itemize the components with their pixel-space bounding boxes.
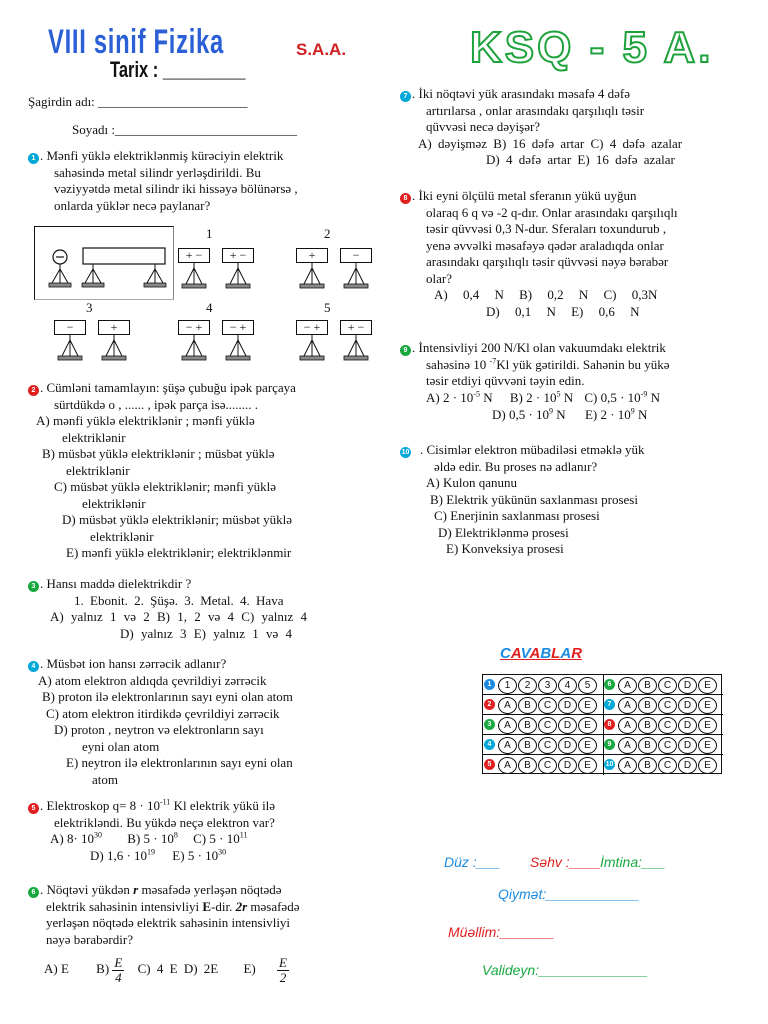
question-number-badge: 5 [28,803,39,814]
option-label: 3 [86,300,93,315]
question-4 [28,656,378,788]
charge-sign: − + [178,320,210,335]
q1-line: . Mənfi yüklə elektriklənmiş kürəciyin elektrik [40,148,284,163]
question-2 [28,380,378,562]
q9-line: təsir etdiyi qüvvəni təyin edin. [426,373,585,388]
q5-option-c[interactable]: C) $5 \cdot 10^{11}$ [193,830,248,846]
answer-grid [482,674,722,774]
ksq-title: KSQ - 5 A. [470,23,714,72]
q2-option-a-cont: elektriklənir [62,429,126,445]
electroscope-half-icon [98,320,130,366]
answer-row-number: 3 [484,719,495,730]
answer-bubble[interactable]: B [638,717,657,734]
q2-line: sürtdükdə o , ...... , ipək parça isə........ . [54,396,258,412]
teacher-field[interactable]: Müəllim:_______ [448,924,555,940]
answer-row [483,715,723,735]
charge-sign: + [296,248,328,263]
answer-bubble[interactable]: C [538,697,557,714]
q5-text: Kl elektrik yükü ilə [170,798,276,813]
q9-text: Kl yük gətirildi. Sahənin bu yükə [496,356,670,372]
answers-title-letter: L [551,645,561,662]
q7-options-de[interactable]: D) 4 dəfə artar E) 16 dəfə azalar [486,152,675,167]
q5-option-a[interactable]: A) $8\cdot 10^{30}$ [50,830,103,846]
option-label: 1 [206,226,213,241]
q6-line: yerləşən nöqtədə elektrik sahəsinin intensivliyi [46,915,291,930]
q5-line: elektrikləndi. Bu yükdə neçə elektron var? [54,814,275,830]
q2-option-b-cont: elektriklənir [66,462,130,478]
question-number-badge: 2 [28,385,39,396]
answers-title-letter: A [529,645,541,662]
electroscope-half-icon [340,320,372,366]
answer-bubble[interactable]: D [558,757,577,774]
answer-bubble[interactable]: B [638,757,657,774]
q2-option-d[interactable]: D) müsbət yüklə elektriklənir; müsbət yüklə [62,512,292,527]
q2-line: . Cümləni tamamlayın: şüşə çubuğu ipək parçaya [40,380,296,395]
answer-row [483,735,723,755]
answer-bubble[interactable]: D [558,717,577,734]
wrong-count[interactable]: Səhv :____ [530,854,601,870]
q8-line: təsir qüvvəsi 0,3 N-dur. Sferaları toxundurub , [426,221,667,236]
date-label: Tarix : _________ [110,57,246,82]
q8-line: arasındakı qarşılıqlı təsir qüvvəsi nəyə bərabər [426,254,669,269]
answer-row-number: 4 [484,739,495,750]
q9-text: sahəsinə 10 [426,356,490,372]
answer-bubble[interactable]: E [578,737,597,754]
answer-bubble[interactable]: E [698,757,717,774]
answer-bubble[interactable]: A [618,737,637,754]
q3-line: . Hansı maddə dielektrikdir ? [40,576,192,591]
q6-text: -dir. [211,898,236,914]
q4-option-b[interactable]: B) proton ilə elektronlarının sayı eyni olan atom [42,689,293,704]
option-label: 2 [324,226,331,241]
q6-line: nəyə bərabərdir? [46,931,133,947]
question-6 [28,882,378,986]
answer-bubble[interactable]: D [678,757,697,774]
q3-items: 1. Ebonit. 2. Şüşə. 3. Metal. 4. Hava [74,592,284,608]
question-number-badge: 1 [28,153,39,164]
answer-bubble[interactable]: C [538,757,557,774]
q6-r-symbol: r [133,882,139,897]
answer-bubble[interactable]: D [678,677,697,694]
q5-exponent: -11 [159,797,171,807]
answer-bubble[interactable]: A [618,717,637,734]
q9-option-b[interactable]: B) $2 \cdot 10^5$ N [509,389,574,405]
correct-count[interactable]: Düz :___ [444,854,501,870]
q2-option-a[interactable]: A) mənfi yüklə elektriklənir ; mənfi yüklə [36,413,255,428]
answer-bubble[interactable]: E [698,697,717,714]
answer-bubble[interactable]: B [638,677,657,694]
q9-option-a[interactable]: A) $2 \cdot 10^{-5}$ N [426,389,493,405]
question-number-badge: 3 [28,581,39,592]
answer-bubble[interactable]: A [498,737,517,754]
answer-bubble[interactable]: A [618,697,637,714]
answer-bubble[interactable]: E [698,677,717,694]
answer-bubble[interactable]: D [678,717,697,734]
charge-sign: + − [178,248,210,263]
q5-option-d[interactable]: D) $1,6 \cdot 10^{19}$ [90,847,156,863]
q2-option-d-cont: elektriklənir [90,528,154,544]
q1-line: sahəsində metal silindr yerləşdirildi. Bu [54,164,261,180]
q9-option-d[interactable]: D) $0,5 \cdot 10^9$ N [492,406,566,422]
answer-bubble[interactable]: B [518,717,537,734]
answer-bubble[interactable]: C [658,717,677,734]
answer-bubble[interactable]: A [618,677,637,694]
answers-title-letter: A [510,645,521,662]
option-label: 4 [206,300,213,315]
answer-row-number: 9 [604,739,615,750]
answer-bubble[interactable]: E [698,737,717,754]
q6-text: . Nöqtəvi yükdən [40,882,134,897]
q1-initial-diagram [34,226,174,300]
q7-line: qüvvəsi necə dəyişər? [426,119,541,134]
question-7 [400,86,750,169]
q10-option-a[interactable]: A) Kulon qanunu [426,475,517,490]
answers-title-letter: R [571,645,583,662]
q10-line: . Cisimlər elektron mübadiləsi etməklə yük [420,442,645,457]
answer-bubble[interactable]: A [498,717,517,734]
charge-sign: + [98,320,130,335]
q10-option-c[interactable]: C) Enerjinin saxlanması prosesi [434,508,600,523]
worksheet-title: VIII sinif Fizika [48,23,224,61]
electroscope-half-icon [54,320,86,366]
charge-sign: + − [222,248,254,263]
answer-bubble[interactable]: 3 [538,677,557,694]
q6-options-cd[interactable]: C) 4 E D) 2E [137,961,219,976]
answer-bubble[interactable]: 1 [498,677,517,694]
electroscope-half-icon [296,320,328,366]
charge-sign: − [54,320,86,335]
q8-line: olar? [426,270,452,286]
grade-field[interactable]: Qiymət:____________ [498,886,640,902]
answer-bubble[interactable]: B [638,697,657,714]
answer-row-number: 8 [604,719,615,730]
question-number-badge: 8 [400,193,411,204]
answer-bubble[interactable]: 5 [578,677,597,694]
q2-option-c-cont: elektriklənir [82,495,146,511]
question-3 [28,576,378,642]
q8-options-abc[interactable]: A) 0,4 N B) 0,2 N C) 0,3N [434,287,658,302]
answer-bubble[interactable]: 4 [558,677,577,694]
answer-bubble[interactable]: C [658,697,677,714]
option-label: 5 [324,300,331,315]
electroscope-half-icon [222,248,254,294]
answer-row-number: 1 [484,679,495,690]
q9-line: . İntensivliyi 200 N/Kl olan vakuumdakı elektrik [412,340,666,355]
electroscope-half-icon [296,248,328,294]
q6-option-b[interactable]: B) $\frac{E}{4}$ [96,954,123,985]
q6-text: məsafədə yerləşən nöqtədə [138,882,282,897]
answer-bubble[interactable]: C [658,677,677,694]
fraction-e-over-2: $\frac{E}{2}$ [279,954,287,985]
q10-option-e[interactable]: E) Konveksiya prosesi [446,541,564,556]
charge-sign: + − [340,320,372,335]
q6-e-symbol: E [202,898,212,914]
question-5 [28,798,378,865]
charge-sign: − + [222,320,254,335]
parent-field[interactable]: Valideyn:______________ [482,962,649,978]
answer-bubble[interactable]: C [658,737,677,754]
question-number-badge: 7 [400,91,411,102]
q8-line: . İki eyni ölçülü metal sferanın yükü uyğun [412,188,637,203]
q2-option-b[interactable]: B) müsbət yüklə elektriklənir ; müsbət yüklə [42,446,275,461]
answer-bubble[interactable]: D [558,737,577,754]
q4-option-e[interactable]: E) neytron ilə elektronlarının sayı eyni olan [66,755,293,770]
q6-2r-symbol: 2r [235,898,248,914]
answer-bubble[interactable]: C [658,757,677,774]
question-number-badge: 9 [400,345,411,356]
student-surname-field[interactable]: Soyadı :____________________________ [72,122,297,137]
q8-options-de[interactable]: D) 0,1 N E) 0,6 N [486,303,640,319]
answer-row-number: 5 [484,759,495,770]
q5-option-b[interactable]: B) $5 \cdot 10^8$ [127,830,178,846]
answer-bubble[interactable]: B [638,737,657,754]
q7-line: . İki nöqtəvi yük arasındakı məsafə 4 dəfə [412,86,631,101]
answer-bubble[interactable]: E [578,697,597,714]
q9-exponent: -7 [489,356,497,366]
answer-bubble[interactable]: B [518,697,537,714]
student-name-field[interactable]: Şagirdin adı: _______________________ [28,94,248,109]
q5-text: . Elektroskop q= 8 · 10 [40,798,160,813]
electroscope-half-icon [178,248,210,294]
answer-bubble[interactable]: B [518,737,537,754]
answer-bubble[interactable]: C [538,737,557,754]
q1-line: onlarda yüklər necə paylanar? [54,197,211,213]
answer-row [483,755,723,775]
q4-option-d[interactable]: D) proton , neytron və elektronların sayı [54,722,264,737]
answer-bubble[interactable]: A [618,757,637,774]
q6-text: elektrik sahəsinin intensivliyi [46,898,203,914]
electroscope-half-icon [222,320,254,366]
electroscope-half-icon [178,320,210,366]
question-10 [400,442,750,558]
answer-bubble[interactable]: B [518,757,537,774]
answers-title-letter: A [560,645,572,662]
question-number-badge: 4 [28,661,39,672]
q8-line: yenə əvvəlki məsafəyə qədər araladıqda onlar [426,237,664,253]
charge-sign: − [340,248,372,263]
skipped-count[interactable]: İmtina:___ [600,854,666,870]
q10-line: əldə edir. Bu proses nə adlanır? [434,458,598,474]
answer-bubble[interactable]: D [678,697,697,714]
answers-title [500,646,582,663]
q6-option-e[interactable]: E) $\frac{E}{2}$ [243,954,287,985]
q2-option-e[interactable]: E) mənfi yüklə elektriklənir; elektriklənmir [66,545,292,560]
q4-option-a[interactable]: A) atom elektron aldıqda çevrildiyi zərrəcik [38,672,267,688]
q3-options-de[interactable]: D) yalnız 3 E) yalnız 1 və 4 [120,625,293,641]
answer-bubble[interactable]: A [498,697,517,714]
q4-line: . Müsbət ion hansı zərrəcik adlanır? [40,656,227,671]
answer-bubble[interactable]: D [678,737,697,754]
answers-title-letter: B [540,645,552,662]
q4-option-e-cont: atom [92,771,118,787]
answer-bubble[interactable]: A [498,757,517,774]
charged-sphere-and-cylinder-icon [35,227,175,301]
answer-row-number: 10 [605,761,614,768]
question-8 [400,188,750,320]
q6-text: məsafədə [247,898,300,914]
answers-title-letter: C [500,645,511,662]
q6-option-a[interactable]: A) E [44,961,69,976]
answer-row [483,695,723,715]
question-number-badge: 6 [28,887,39,898]
q9-option-c[interactable]: C) $0,5 \cdot 10^{-9}$ N [584,389,660,405]
q4-option-c[interactable]: C) atom elektron itirdikdə çevrildiyi zərrəcik [46,705,280,721]
q2-option-c[interactable]: C) müsbət yüklə elektriklənir; mənfi yüklə [54,479,277,494]
answers-title-letter: V [520,645,530,662]
charge-sign: − + [296,320,328,335]
answer-bubble[interactable]: E [698,717,717,734]
q4-option-d-cont: eyni olan atom [82,738,160,754]
answer-bubble[interactable]: E [578,757,597,774]
q7-line: artırılarsa , onlar arasındakı qarşılıqlı təsir [426,102,645,118]
q10-option-b[interactable]: B) Elektrik yükünün saxlanması prosesi [430,491,638,507]
answer-bubble[interactable]: E [578,717,597,734]
answer-row-number: 6 [604,679,615,690]
question-number-badge: 10 [401,449,410,456]
q9-option-e[interactable]: E) $2 \cdot 10^9$ N [584,406,648,422]
answer-row [483,675,723,695]
answer-bubble[interactable]: D [558,697,577,714]
electroscope-half-icon [340,248,372,294]
answer-row-number: 2 [484,699,495,710]
q1-line: vəziyyətdə metal silindr iki hissəyə bölünərsə , [54,181,298,196]
q7-options-abc[interactable]: A) dəyişməz B) 16 dəfə artar C) 4 dəfə azalar [418,135,683,151]
q10-option-d[interactable]: D) Elektriklənmə prosesi [438,524,569,540]
fraction-e-over-4: $\frac{E}{4}$ [114,954,123,985]
answer-row-number: 7 [604,699,615,710]
q3-options-abc[interactable]: A) yalnız 1 və 2 B) 1, 2 və 4 C) yalnız 4 [50,609,308,624]
q5-option-e[interactable]: E) $5 \cdot 10^{30}$ [172,847,227,863]
author-initials: S.A.A. [296,40,347,59]
question-1 [28,148,378,214]
question-9 [400,340,760,423]
answer-bubble[interactable]: C [538,717,557,734]
q8-line: olaraq 6 q və -2 q-dır. Onlar arasındakı qarşılıqlı [426,204,678,220]
answer-bubble[interactable]: 2 [518,677,537,694]
